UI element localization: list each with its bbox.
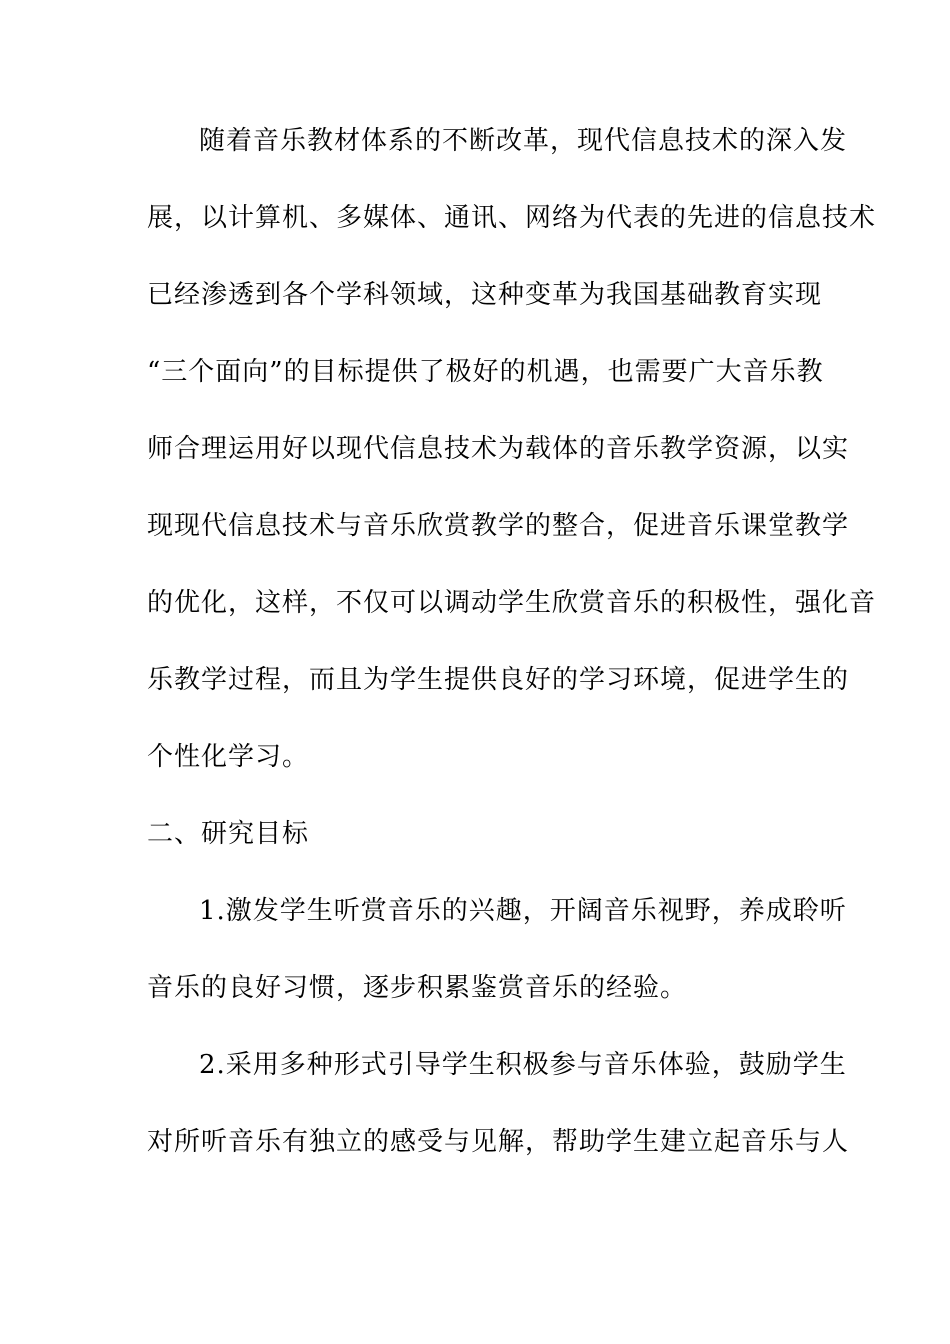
list-item-line: 对所听音乐有独立的感受与见解，帮助学生建立起音乐与人	[147, 1127, 850, 1157]
paragraph-line: 的优化，这样，不仅可以调动学生欣赏音乐的积极性，强化音	[147, 588, 877, 618]
paragraph-line: 个性化学习。	[147, 742, 310, 772]
list-item-line: 2.采用多种形式引导学生积极参与音乐体验，鼓励学生	[199, 1050, 847, 1080]
section-heading: 二、研究目标	[147, 819, 310, 849]
paragraph-line: 师合理运用好以现代信息技术为载体的音乐教学资源，以实	[147, 434, 850, 464]
paragraph-line: 已经渗透到各个学科领域，这种变革为我国基础教育实现	[147, 280, 823, 310]
paragraph-line: 乐教学过程，而且为学生提供良好的学习环境，促进学生的	[147, 665, 850, 695]
list-item-line: 1.激发学生听赏音乐的兴趣，开阔音乐视野，养成聆听	[199, 896, 847, 926]
paragraph-line: 随着音乐教材体系的不断改革，现代信息技术的深入发	[199, 126, 848, 156]
paragraph-line: 展，以计算机、多媒体、通讯、网络为代表的先进的信息技术	[147, 203, 877, 233]
list-item-line: 音乐的良好习惯，逐步积累鉴赏音乐的经验。	[147, 973, 688, 1003]
paragraph-line: 现现代信息技术与音乐欣赏教学的整合，促进音乐课堂教学	[147, 511, 850, 541]
paragraph-line: “三个面向”的目标提供了极好的机遇，也需要广大音乐教	[147, 357, 824, 387]
document-body	[147, 126, 877, 1206]
